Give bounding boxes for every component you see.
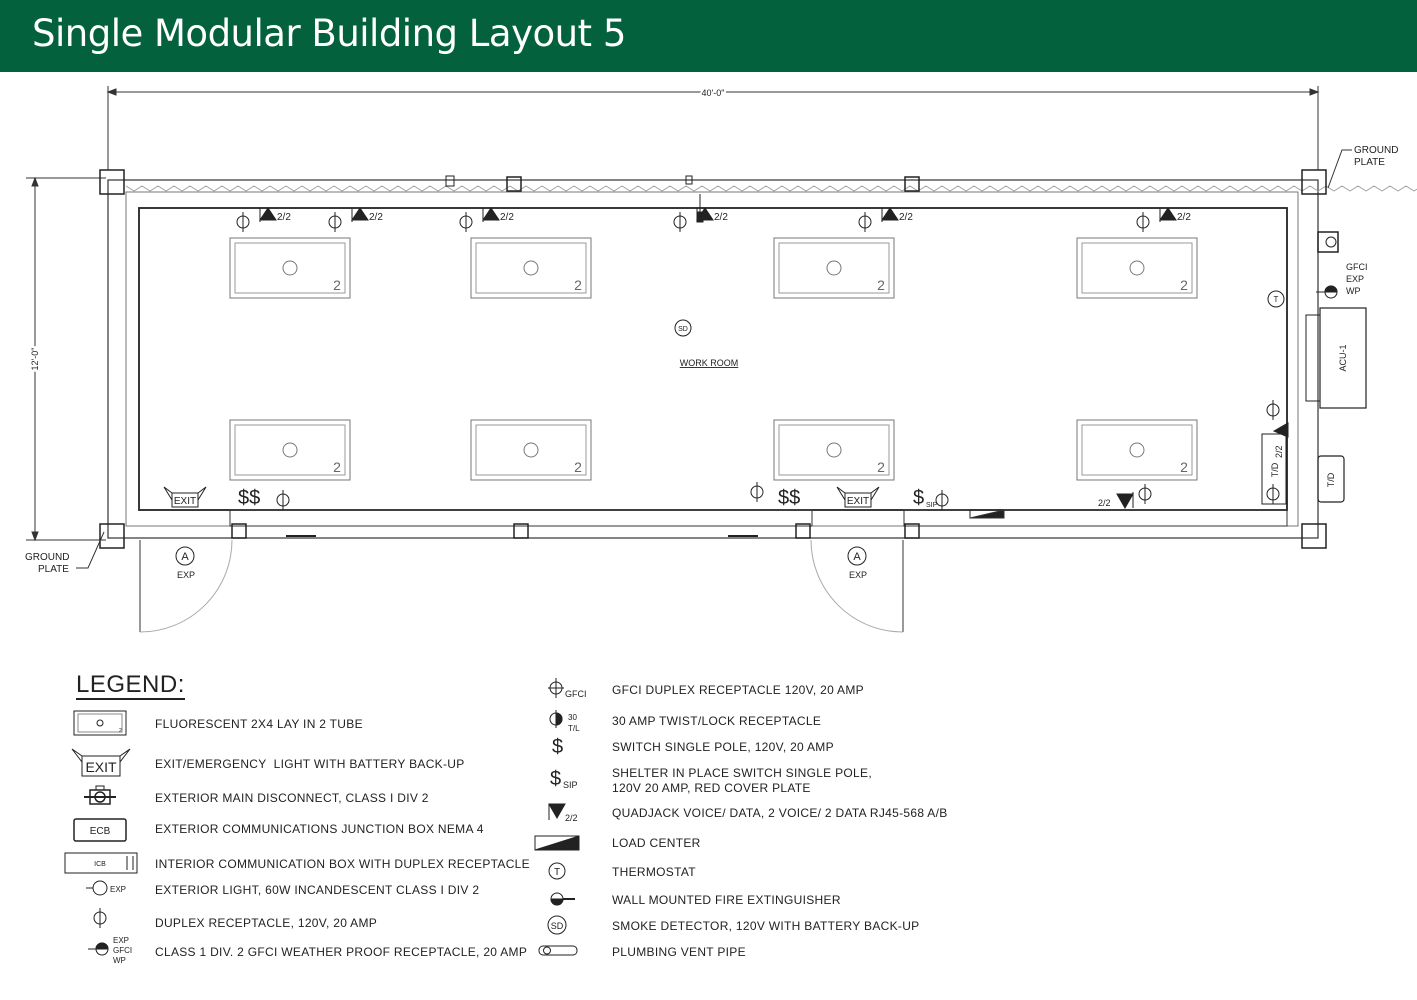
legend-fixture-icon xyxy=(74,711,126,735)
legend-item-label: SWITCH SINGLE POLE, 120V, 20 AMP xyxy=(612,740,834,754)
svg-text:2: 2 xyxy=(333,459,341,475)
svg-text:ICB: ICB xyxy=(94,861,106,868)
jack-label-side: 2/2 xyxy=(1274,445,1284,458)
legend-fire-extinguisher-icon xyxy=(551,893,575,905)
quadjack-data xyxy=(1160,208,1191,223)
legend-exterior-light-icon xyxy=(86,881,126,895)
smoke-detector-label: SD xyxy=(678,326,688,333)
duplex-receptacle xyxy=(936,490,948,510)
ground-plate-label-right-2: PLATE xyxy=(1354,157,1385,168)
switch-symbol: $$ xyxy=(238,487,261,509)
svg-text:GFCI: GFCI xyxy=(565,689,587,699)
svg-text:EXP: EXP xyxy=(176,570,196,580)
svg-text:2/2: 2/2 xyxy=(277,212,291,223)
quadjack-data xyxy=(1274,423,1288,437)
svg-text:2/2: 2/2 xyxy=(500,212,514,223)
legend-item-label: LOAD CENTER xyxy=(612,836,701,850)
legend-smoke-detector-icon xyxy=(548,916,566,934)
svg-text:A: A xyxy=(853,551,861,563)
acu-label: ACU-1 xyxy=(1338,344,1348,372)
side-dimension: 12'-0" xyxy=(30,347,40,371)
ground-plate-label-left-1: GROUND xyxy=(25,552,70,563)
light-fixture xyxy=(774,420,894,480)
duplex-receptacle xyxy=(329,212,341,232)
duplex-receptacle xyxy=(1267,400,1279,420)
svg-text:2: 2 xyxy=(333,277,341,293)
quadjack-data xyxy=(882,208,913,223)
legend-ecb-icon xyxy=(74,819,126,841)
legend-item-label: FLUORESCENT 2X4 LAY IN 2 TUBE xyxy=(155,717,363,731)
svg-text:2/2: 2/2 xyxy=(1177,212,1191,223)
room-label: WORK ROOM xyxy=(679,358,739,368)
duplex-receptacle xyxy=(277,490,289,510)
legend-quadjack-icon xyxy=(549,804,578,823)
main-disconnect xyxy=(1318,232,1338,252)
gfci-label-3: WP xyxy=(1346,286,1361,296)
svg-text:EXP: EXP xyxy=(110,885,127,894)
legend-item-label: EXIT/EMERGENCY LIGHT WITH BATTERY BACK-UP xyxy=(155,757,465,771)
svg-text:2: 2 xyxy=(119,728,122,734)
legend-item-label: QUADJACK VOICE/ DATA, 2 VOICE/ 2 DATA RJ45-568 A/B xyxy=(612,806,948,820)
legend-item-label: THERMOSTAT xyxy=(612,865,696,879)
ground-plate-label-left-2: PLATE xyxy=(38,564,69,575)
legend-main-disconnect-icon xyxy=(84,786,116,804)
light-fixture xyxy=(230,238,350,298)
legend-item-label: EXTERIOR COMMUNICATIONS JUNCTION BOX NEMA 4 xyxy=(155,822,484,836)
exit-light-right xyxy=(837,487,879,507)
svg-text:EXP: EXP xyxy=(848,570,868,580)
corner-post xyxy=(1302,170,1326,194)
svg-text:ECB: ECB xyxy=(89,826,111,837)
duplex-receptacle xyxy=(1137,212,1149,232)
legend-thermostat-icon xyxy=(549,863,565,879)
thermostat-label: T xyxy=(1273,295,1279,304)
svg-text:SD: SD xyxy=(550,921,564,931)
gfci-wp-receptacle xyxy=(1316,286,1337,298)
light-fixture xyxy=(1077,420,1197,480)
wall-siding xyxy=(126,186,1417,191)
legend-load-center-icon xyxy=(535,836,579,850)
exterior-light-right xyxy=(848,547,867,580)
duplex-receptacle xyxy=(1267,484,1279,504)
gfci-label-2: EXP xyxy=(1346,274,1365,284)
legend-item-label: EXTERIOR LIGHT, 60W INCANDESCENT CLASS I DIV 2 xyxy=(155,883,480,897)
legend-icb-icon xyxy=(65,853,137,873)
legend-gfci-wp-icon xyxy=(88,936,132,965)
quadjack-data xyxy=(1117,492,1133,508)
legend-gfci-icon xyxy=(548,678,587,699)
sip-switch-symbol: $ xyxy=(913,487,925,509)
ground-plate-label-right-1: GROUND xyxy=(1354,145,1399,156)
duplex-receptacle xyxy=(674,212,686,232)
duplex-receptacle xyxy=(859,212,871,232)
legend-duplex-icon xyxy=(94,908,106,928)
corner-post xyxy=(100,170,124,194)
legend-item-label: GFCI DUPLEX RECEPTACLE 120V, 20 AMP xyxy=(612,683,864,697)
svg-text:EXIT: EXIT xyxy=(173,496,197,507)
legend-title: LEGEND: xyxy=(76,671,185,698)
light-fixture xyxy=(471,420,591,480)
svg-text:2/2: 2/2 xyxy=(369,212,383,223)
legend-item-label: EXTERIOR MAIN DISCONNECT, CLASS I DIV 2 xyxy=(155,791,429,805)
legend-exit-icon xyxy=(72,749,130,776)
svg-text:EXIT: EXIT xyxy=(85,759,117,775)
duplex-receptacle xyxy=(751,482,763,502)
svg-text:2/2: 2/2 xyxy=(714,212,728,223)
legend-twist-lock-icon xyxy=(550,710,580,733)
legend-item-label: DUPLEX RECEPTACLE, 120V, 20 AMP xyxy=(155,916,378,930)
svg-text:2: 2 xyxy=(877,459,885,475)
svg-text:2: 2 xyxy=(574,459,582,475)
svg-text:2: 2 xyxy=(1180,277,1188,293)
corner-post xyxy=(100,524,124,548)
duplex-receptacle xyxy=(237,212,249,232)
legend-item-label: WALL MOUNTED FIRE EXTINGUISHER xyxy=(612,893,841,907)
legend-item-label: 30 AMP TWIST/LOCK RECEPTACLE xyxy=(612,714,822,728)
td-label-interior: T/D xyxy=(1270,462,1280,478)
corner-post xyxy=(1302,524,1326,548)
svg-text:SIP: SIP xyxy=(563,780,578,790)
light-fixture xyxy=(774,238,894,298)
light-fixture xyxy=(230,420,350,480)
quadjack-data xyxy=(483,208,514,223)
svg-text:2: 2 xyxy=(1180,459,1188,475)
switch-symbol: $$ xyxy=(778,487,801,509)
overall-dimension: 40'-0" xyxy=(701,88,725,98)
legend-item-label: SHELTER IN PLACE SWITCH SINGLE POLE, 120V 20 AMP, RED COVER PLATE xyxy=(612,766,872,795)
legend-item-label: SMOKE DETECTOR, 120V WITH BATTERY BACK-UP xyxy=(612,919,920,933)
quadjack-data xyxy=(352,208,383,223)
svg-text:2: 2 xyxy=(574,277,582,293)
legend-sip-switch-icon xyxy=(550,768,578,790)
light-fixture xyxy=(471,238,591,298)
svg-text:30: 30 xyxy=(568,713,577,722)
legend-item-label: INTERIOR COMMUNICATION BOX WITH DUPLEX RECEPTACLE xyxy=(155,857,530,871)
svg-text:T: T xyxy=(553,867,561,878)
legend-item-label: PLUMBING VENT PIPE xyxy=(612,945,746,959)
svg-text:2/2: 2/2 xyxy=(565,813,578,823)
quadjack-data xyxy=(260,208,291,223)
exit-light-left xyxy=(164,487,206,507)
legend-item-label: CLASS 1 DIV. 2 GFCI WEATHER PROOF RECEPTACLE, 20 AMP xyxy=(155,945,528,959)
svg-text:2: 2 xyxy=(877,277,885,293)
legend-switch-icon: $ xyxy=(552,736,564,758)
svg-text:A: A xyxy=(181,551,189,563)
svg-text:$: $ xyxy=(550,768,562,790)
duplex-receptacle xyxy=(460,212,472,232)
page-title: Single Modular Building Layout 5 xyxy=(32,12,626,55)
svg-text:EXP: EXP xyxy=(113,936,130,945)
svg-text:T/L: T/L xyxy=(568,724,580,733)
legend-vent-pipe-icon xyxy=(539,946,577,955)
duplex-receptacle xyxy=(1139,484,1151,504)
svg-text:WP: WP xyxy=(113,956,126,965)
td-label-exterior: T/D xyxy=(1326,472,1336,488)
svg-text:EXIT: EXIT xyxy=(846,496,870,507)
light-fixture xyxy=(1077,238,1197,298)
svg-text:2/2: 2/2 xyxy=(899,212,913,223)
sip-switch-label: SIP xyxy=(926,502,938,509)
exterior-light-left xyxy=(176,547,195,580)
svg-text:GFCI: GFCI xyxy=(113,946,133,955)
gfci-label-1: GFCI xyxy=(1346,262,1368,272)
jack-label-bottom: 2/2 xyxy=(1098,498,1111,508)
